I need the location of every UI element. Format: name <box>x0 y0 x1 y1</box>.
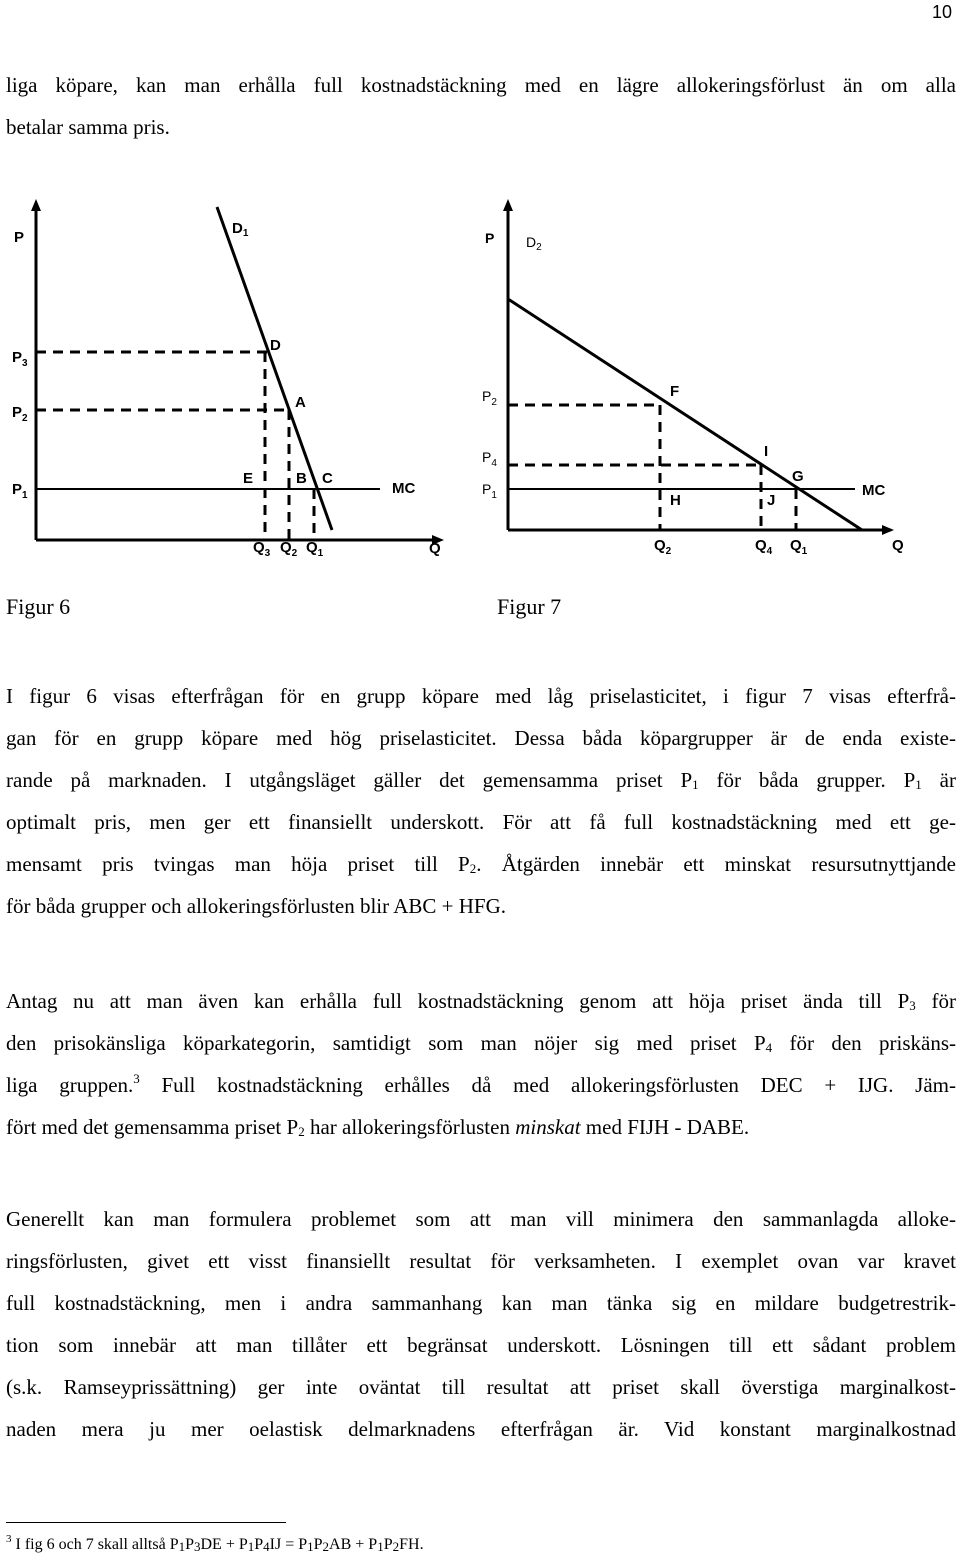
fig6-label-q3: $Q_3$ <box>253 539 271 559</box>
figure-7-caption: Figur 7 <box>497 594 562 619</box>
fig7-label-q1: $Q_1$ <box>790 537 808 557</box>
fig6-p-axis-arrow <box>31 199 41 211</box>
fig7-label-mc: MC <box>862 482 886 499</box>
intro-paragraph: liga köpare, kan man erhålla full kostnadstäckning med en lägre allokeringsförlust än om alla betalar samma pris. <box>6 73 956 139</box>
fig6-label-q2: $Q_2$ <box>280 539 298 559</box>
fig7-demand-curve-d2 <box>508 299 862 530</box>
fig6-label-q: Q <box>429 540 441 557</box>
fig7-label-q: Q <box>892 537 904 554</box>
fig7-label-p: P <box>485 230 495 246</box>
fig6-label-p1: $P_1$ <box>12 481 28 501</box>
fig7-label-d2: $D_2$ <box>526 234 542 253</box>
fig6-demand-curve-d1 <box>217 207 332 530</box>
figure-7 <box>470 195 920 570</box>
fig6-label-c: C <box>322 470 333 487</box>
fig6-label-b: B <box>296 470 307 487</box>
fig7-label-q4: $Q_4$ <box>755 537 773 557</box>
paragraph-1: I figur 6 visas efterfrågan för en grupp köpare med låg priselasticitet, i figur 7 visas efterfrå- gan för en grupp köpare med hög priselasticitet. Dessa båda köpargrupper är de enda existe- rande på marknaden. I utgångsläget gäller det gemensamma priset $P_1$ för båda grupper. $P_1$ är optimalt pris, men ger ett finansiellt underskott. För att få full kostnadstäckning med ett ge- mensamt pris tvingas man höja priset till $P_2$. Åtgärden innebär ett minskat resursutnyttjande för båda grupper och allokeringsförlusten blir ABC + HFG. <box>6 684 956 918</box>
fig7-label-f: F <box>670 383 680 400</box>
footnote-3: $^3$ I fig 6 och 7 skall alltså $P_1P_3DE + P_1P_4IJ = P_1P_2AB + P_1P_2FH$. <box>6 1533 424 1554</box>
fig7-label-p1: $P_1$ <box>482 481 497 501</box>
page-number: 10 <box>931 2 952 22</box>
paragraph-3: Generellt kan man formulera problemet som att man vill minimera den sammanlagda alloke- ringsförlusten, givet ett visst finansiellt resultat för verksamheten. I exemplet ovan var kravet full kostnadstäckning, men i andra sammanhang kan man tänka sig en mildare budgetrestrik- tion som innebär att man tillåter ett begränsat underskott. Lösningen till ett sådant problem (s.k. Ramseyprissättning) ger inte oväntat till resultat att priset skall överstiga marginalkost- naden mera ju mer oelastisk delmarknadens efterfrågan är. Vid konstant marginalkostnad <box>6 1207 956 1441</box>
figure-6-caption: Figur 6 <box>6 594 71 619</box>
fig7-label-p4: $P_4$ <box>482 449 497 469</box>
paragraph-2: Antag nu att man även kan erhålla full kostnadstäckning genom att höja priset ända till $P_3$ för den prisokänsliga köparkategorin, samtidigt som man nöjer sig med priset $P_4$ för den priskäns- liga gruppen.$^3$ Full kostnadstäckning erhålles då med allokeringsförlusten DEC + IJG. Jäm- fört med det gemensamma priset $P_2$ har allokeringsförlusten minskat med FIJH - DABE. <box>6 989 956 1139</box>
footnote-ref-3: 3 <box>133 1071 140 1086</box>
fig6-label-e: E <box>243 470 254 487</box>
fig7-q-axis-arrow <box>882 525 894 535</box>
fig6-label-d: D <box>270 337 281 354</box>
fig7-label-p2: $P_2$ <box>482 388 497 408</box>
fig6-label-p: P <box>14 229 25 246</box>
fig6-label-p2: $P_2$ <box>12 404 28 424</box>
fig7-p-axis-arrow <box>503 199 513 211</box>
fig7-label-h: H <box>670 492 681 509</box>
fig6-label-d1: $D_1$ <box>232 220 249 239</box>
figure-6 <box>0 195 450 570</box>
fig6-label-p3: $P_3$ <box>12 349 28 369</box>
fig7-label-i: I <box>764 443 769 460</box>
fig7-label-g: G <box>792 468 804 485</box>
fig7-label-q2: $Q_2$ <box>654 537 672 557</box>
fig6-label-a: A <box>295 394 306 411</box>
footnote-separator <box>6 1522 286 1523</box>
fig6-label-q1: $Q_1$ <box>306 539 324 559</box>
fig6-label-mc: MC <box>392 480 416 497</box>
fig7-label-j: J <box>767 492 776 509</box>
